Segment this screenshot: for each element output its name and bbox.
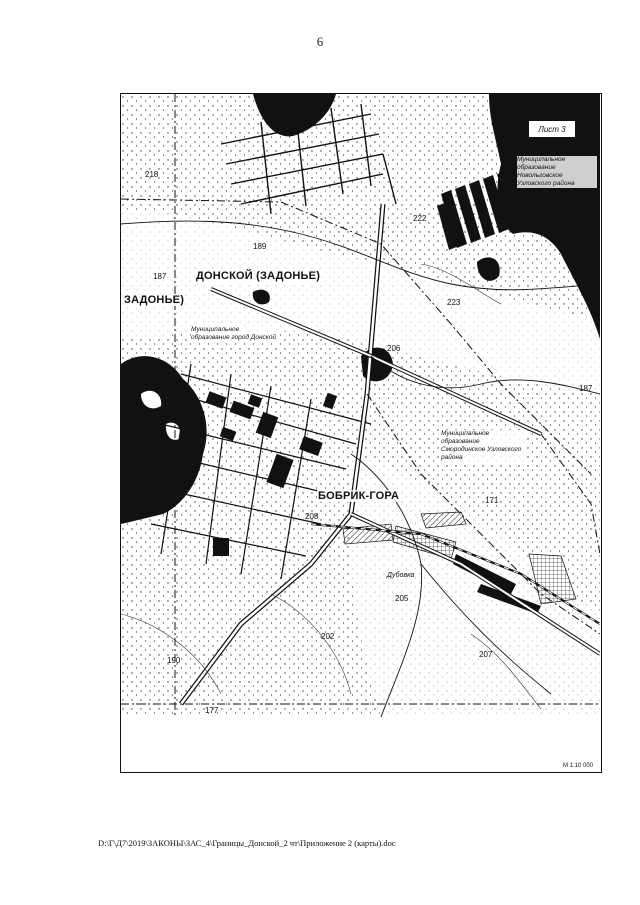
locality-zadonye: ЗАДОНЬЕ) — [124, 294, 185, 306]
sheet-label: Лист 3 — [528, 120, 576, 138]
parcel-number: 223 — [447, 298, 461, 307]
locality-donskoy-zadonye: ДОНСКОЙ (ЗАДОНЬЕ) — [196, 270, 321, 282]
map-area[interactable] — [121, 94, 600, 717]
parcel-number: 208 — [305, 512, 319, 521]
parcel-number: 205 — [395, 594, 409, 603]
parcel-number: 222 — [413, 214, 427, 223]
municipal-label-donskoy: Муниципальное образование город Донской — [191, 326, 279, 342]
map-scale: М 1:10 000 — [562, 763, 593, 769]
parcel-number: 171 — [485, 496, 499, 505]
parcel-number: 187 — [579, 384, 593, 393]
parcel-number: 206 — [387, 344, 401, 353]
parcel-number: 202 — [321, 632, 335, 641]
parcel-number: 207 — [479, 650, 493, 659]
parcel-number: 190 — [167, 656, 181, 665]
municipal-label-novolgovskoe: Муниципальное образование Новольговское Узловского района — [517, 156, 597, 188]
municipal-label-smorodinskoe: Муниципальное образование Смородинское Узловского района — [441, 430, 525, 462]
footer-file-path: D:\Г\Д7\2019\ЗАКОНЫ\ЗАС_4\Границы_Донской_2 чт\Приложение 2 (карты).doc — [98, 838, 396, 848]
parcel-number: 189 — [253, 242, 267, 251]
parcel-number: 177 — [205, 706, 219, 715]
page-number: 6 — [316, 34, 324, 49]
place-label-dubovka: Дубовка — [387, 572, 415, 579]
parcel-number: 218 — [145, 170, 159, 179]
parcel-number: 187 — [153, 272, 167, 281]
map-sheet-frame — [120, 93, 602, 773]
locality-bobrik-gora: БОБРИК-ГОРА — [318, 490, 400, 502]
